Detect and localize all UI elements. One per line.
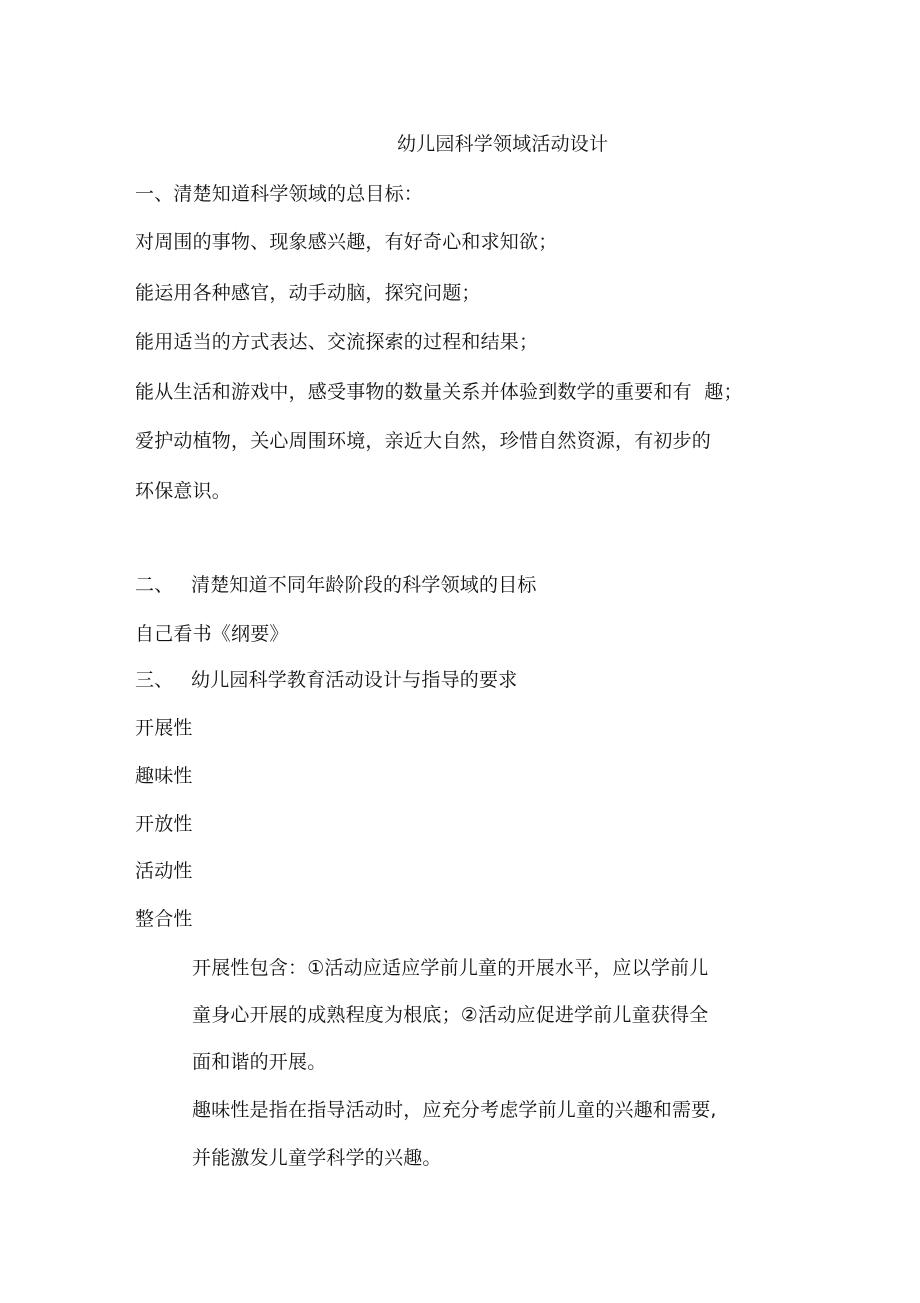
- detail-line: 面和谐的开展。: [192, 1051, 327, 1073]
- detail-line: 童身心开展的成熟程度为根底；②活动应促进学前儿童获得全: [192, 1004, 709, 1026]
- goal-line: 对周围的事物、现象感兴趣，有好奇心和求知欲；: [135, 231, 558, 253]
- detail-line: 并能激发儿童学科学的兴趣。: [192, 1147, 442, 1169]
- section2-heading-text: 清楚知道不同年龄阶段的科学领域的目标: [191, 574, 537, 596]
- section3-number: 三、: [135, 669, 174, 691]
- property-item: 开放性: [135, 813, 193, 835]
- section2-number: 二、: [135, 574, 174, 596]
- property-item: 趣味性: [135, 765, 193, 787]
- goal-line: 能运用各种感官，动手动脑，探究问题；: [135, 282, 481, 304]
- section3-heading: [135, 668, 517, 692]
- detail-line: 开展性包含：①活动应适应学前儿童的开展水平，应以学前儿: [192, 957, 709, 979]
- section2-note: 自己看书《纲要》: [135, 623, 289, 645]
- section1-heading: 一、清楚知道科学领域的总目标：: [135, 183, 424, 205]
- detail-line: 趣味性是指在指导活动时，应充分考虑学前儿童的兴趣和需要,: [192, 1099, 717, 1121]
- goal-line: 能从生活和游戏中，感受事物的数量关系并体验到数学的重要和有 趣；: [135, 381, 743, 403]
- goal-line: 爱护动植物，关心周围环境，亲近大自然，珍惜自然资源，有初步的: [135, 430, 712, 452]
- goal-line: 环保意识。: [135, 480, 232, 502]
- document-title: 幼儿园科学领域活动设计: [397, 133, 609, 155]
- property-item: 活动性: [135, 860, 193, 882]
- section2-heading: [135, 573, 537, 597]
- goal-line: 能用适当的方式表达、交流探索的过程和结果；: [135, 331, 539, 353]
- property-item: 整合性: [135, 908, 193, 930]
- property-item: 开展性: [135, 717, 193, 739]
- section3-heading-text: 幼儿园科学教育活动设计与指导的要求: [191, 669, 518, 691]
